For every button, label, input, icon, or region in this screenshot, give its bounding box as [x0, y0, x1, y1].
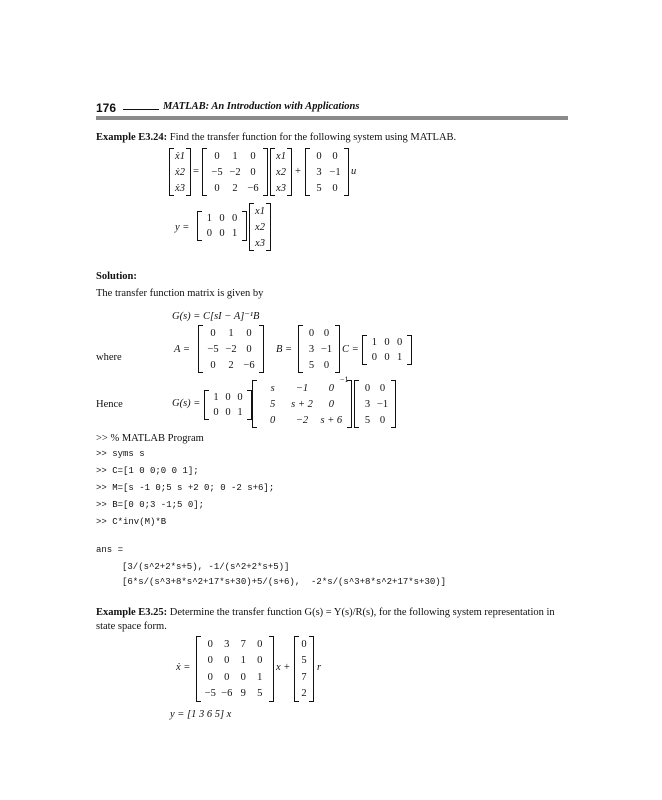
si-minus-a-cells	[258, 380, 346, 428]
matrix-cell: −1	[295, 382, 309, 394]
input-u: u	[351, 166, 357, 177]
page-header	[96, 99, 568, 121]
ans-line: [6*s/(s^3+8*s^2+17*s+30)+5/(s+6), -2*s/(s^3+8*s^2+17*s+30)]	[122, 577, 447, 587]
matrix-cell: 3	[316, 166, 322, 178]
matrix-cell: x1	[255, 205, 265, 217]
matrix-cell: 0	[250, 150, 256, 162]
example-text: Find the transfer function for the following system using MATLAB.	[169, 132, 457, 143]
x-vector	[270, 148, 292, 196]
matrix-cell: 1	[232, 150, 238, 162]
y-equals: y =	[175, 222, 190, 233]
matrix-cell: −2	[225, 343, 237, 355]
matrix-cell: 1	[237, 407, 243, 418]
x-vector-output-cells	[255, 203, 265, 251]
matrix-cell: 0	[206, 228, 212, 239]
matrix-cell: 0	[224, 671, 230, 683]
g-label: G(s) =	[172, 398, 201, 409]
example-e3-24-statement	[96, 131, 456, 144]
solution-matrix-b	[298, 325, 340, 373]
matrix-cell: 0	[257, 655, 263, 667]
ans-label: ans =	[96, 545, 124, 555]
xdot-equals: ẋ =	[176, 662, 191, 673]
matrix-cell: 0	[332, 182, 338, 194]
matrix-cell: 7	[301, 671, 307, 683]
matrix-cell: 1	[213, 392, 219, 403]
matrix-cell: 0	[224, 655, 230, 667]
matrix-cell: ẋ3	[175, 182, 185, 194]
matrix-cell: 0	[257, 638, 263, 650]
matrix-cell: 5	[364, 414, 371, 426]
matrix-cell: s	[270, 382, 275, 394]
equals-sign: =	[193, 166, 199, 177]
b-label: B =	[276, 344, 293, 355]
matrix-cell: 0	[328, 398, 334, 410]
matrix-cell: 0	[210, 359, 216, 371]
transfer-formula: G(s) = C[sI − A]⁻¹B	[172, 311, 260, 322]
matrix-cell: 0	[328, 382, 334, 394]
e325-matrix-a-cells	[202, 636, 268, 702]
matrix-cell: 7	[240, 638, 246, 650]
example-label: Example E3.25:	[96, 607, 168, 618]
matrix-cell: 0	[397, 337, 403, 348]
xdot-vector	[169, 148, 191, 196]
hence-matrix-b	[354, 380, 396, 428]
matrix-cell: −6	[247, 182, 259, 194]
page-number: 176	[96, 101, 117, 115]
example-text: Determine the transfer function G(s) = Y(s)/R(s), for the following system representation in	[169, 607, 555, 618]
matrix-cell: 0	[210, 327, 216, 339]
matrix-cell: x2	[276, 166, 286, 178]
matrix-cell: s + 6	[320, 414, 343, 426]
code-line: >> syms s	[96, 449, 145, 459]
si-minus-a-matrix	[252, 380, 352, 428]
matrix-cell: 0	[219, 213, 225, 224]
matrix-cell: 2	[301, 688, 307, 700]
matrix-cell: 0	[323, 359, 330, 371]
matrix-cell: 0	[270, 414, 276, 426]
code-line: >> C*inv(M)*B	[96, 517, 167, 527]
matrix-cell: x1	[276, 150, 286, 162]
matrix-a-cells	[208, 148, 262, 196]
matrix-cell: 0	[371, 352, 377, 363]
e325-matrix-a	[196, 636, 274, 702]
matrix-cell: −5	[204, 688, 216, 700]
matrix-b	[305, 148, 349, 196]
matrix-cell: 0	[379, 414, 386, 426]
matrix-cell: −1	[329, 166, 341, 178]
x-plus: x +	[276, 662, 291, 673]
matrix-cell: 5	[308, 359, 315, 371]
matrix-a	[202, 148, 268, 196]
example-label: Example E3.24:	[96, 132, 168, 143]
matrix-cell: 0	[225, 392, 231, 403]
matrix-cell: 0	[232, 213, 238, 224]
c-label: C =	[342, 344, 359, 355]
solution-heading: Solution:	[96, 271, 137, 282]
matrix-cell: −2	[229, 166, 241, 178]
matrix-cell: 0	[207, 671, 213, 683]
hence-matrix-c	[204, 390, 252, 420]
matrix-cell: 0	[384, 337, 390, 348]
matrix-cell: 0	[207, 655, 213, 667]
example-text-continued: state space form.	[96, 621, 167, 632]
solution-matrix-a-cells	[204, 325, 258, 373]
matrix-cell: ẋ2	[175, 166, 185, 178]
matrix-cell: 3	[364, 398, 371, 410]
where-label: where	[96, 352, 122, 363]
code-line: >> B=[0 0;3 -1;5 0];	[96, 500, 205, 510]
matrix-cell: 0	[323, 327, 330, 339]
matrix-cell: x2	[255, 221, 265, 233]
matrix-cell: 1	[257, 671, 263, 683]
matrix-cell: 0	[250, 166, 256, 178]
matrix-cell: 0	[207, 638, 213, 650]
matrix-cell: 0	[364, 382, 371, 394]
matrix-cell: x3	[255, 237, 265, 249]
matrix-cell: 9	[240, 688, 246, 700]
x-vector-cells	[276, 148, 286, 196]
code-line: >> M=[s -1 0;5 s +2 0; 0 -2 s+6];	[96, 483, 275, 493]
matrix-cell: 2	[232, 182, 238, 194]
running-title: MATLAB: An Introduction with Applications	[163, 101, 360, 112]
solution-matrix-b-cells	[304, 325, 334, 373]
matrix-c	[197, 211, 247, 241]
matrix-cell: −1	[376, 398, 389, 410]
matrix-cell: s + 2	[291, 398, 313, 410]
matrix-cell: −1	[320, 343, 333, 355]
matrix-cell: 0	[246, 343, 252, 355]
matrix-cell: −6	[221, 688, 233, 700]
example-e3-25-statement	[96, 606, 555, 619]
solution-intro: The transfer function matrix is given by	[96, 288, 264, 299]
output-equation: y = [1 3 6 5] x	[170, 709, 232, 720]
e325-matrix-b	[294, 636, 314, 702]
matrix-cell: 0	[316, 150, 322, 162]
matrix-cell: 0	[301, 638, 307, 650]
matrix-cell: 5	[257, 688, 263, 700]
matrix-cell: 3	[224, 638, 230, 650]
matrix-cell: 1	[206, 213, 212, 224]
matrix-cell: −5	[207, 343, 219, 355]
matrix-cell: 0	[214, 150, 220, 162]
matrix-cell: −5	[211, 166, 223, 178]
hence-label: Hence	[96, 399, 123, 410]
code-line: >> C=[1 0 0;0 0 1];	[96, 466, 199, 476]
matrix-cell: 0	[225, 407, 231, 418]
matrix-cell: 0	[332, 150, 338, 162]
matrix-cell: 0	[214, 182, 220, 194]
solution-matrix-c-cells	[368, 335, 406, 365]
matrix-cell: 5	[316, 182, 322, 194]
matrix-cell: 0	[237, 392, 243, 403]
matrix-cell: 0	[308, 327, 315, 339]
matrix-cell: 0	[384, 352, 390, 363]
xdot-cells	[175, 148, 185, 196]
matrix-cell: −2	[295, 414, 309, 426]
hence-matrix-b-cells	[360, 380, 390, 428]
input-r: r	[317, 662, 322, 673]
e325-matrix-b-cells	[300, 636, 308, 702]
matrix-cell: 0	[379, 382, 386, 394]
header-rule	[96, 116, 568, 120]
matrix-cell: 1	[228, 327, 234, 339]
solution-matrix-c	[362, 335, 412, 365]
matrix-cell: 5	[270, 398, 276, 410]
matrix-cell: 1	[232, 228, 238, 239]
hence-matrix-c-cells	[210, 390, 246, 420]
matrix-cell: 0	[246, 327, 252, 339]
inverse-superscript: −1	[340, 375, 349, 384]
matrix-cell: ẋ1	[175, 150, 185, 162]
solution-matrix-a	[198, 325, 264, 373]
matrix-cell: −6	[243, 359, 255, 371]
x-vector-output	[249, 203, 271, 251]
plus-sign: +	[295, 166, 301, 177]
matrix-cell: 1	[397, 352, 403, 363]
ans-line: [3/(s^2+2*s+5), -1/(s^2+2*s+5)]	[122, 562, 290, 572]
matrix-cell: 0	[240, 671, 246, 683]
a-label: A =	[174, 344, 190, 355]
matrix-cell: 0	[213, 407, 219, 418]
header-dash	[123, 109, 159, 110]
matrix-cell: 0	[219, 228, 225, 239]
matrix-cell: 2	[228, 359, 234, 371]
matrix-cell: x3	[276, 182, 286, 194]
matrix-c-cells	[203, 211, 241, 241]
matrix-cell: 1	[240, 655, 246, 667]
matrix-b-cells	[311, 148, 343, 196]
matrix-cell: 3	[308, 343, 315, 355]
matrix-cell: 5	[301, 655, 307, 667]
matrix-cell: 1	[371, 337, 377, 348]
matlab-comment: >> % MATLAB Program	[96, 433, 204, 444]
